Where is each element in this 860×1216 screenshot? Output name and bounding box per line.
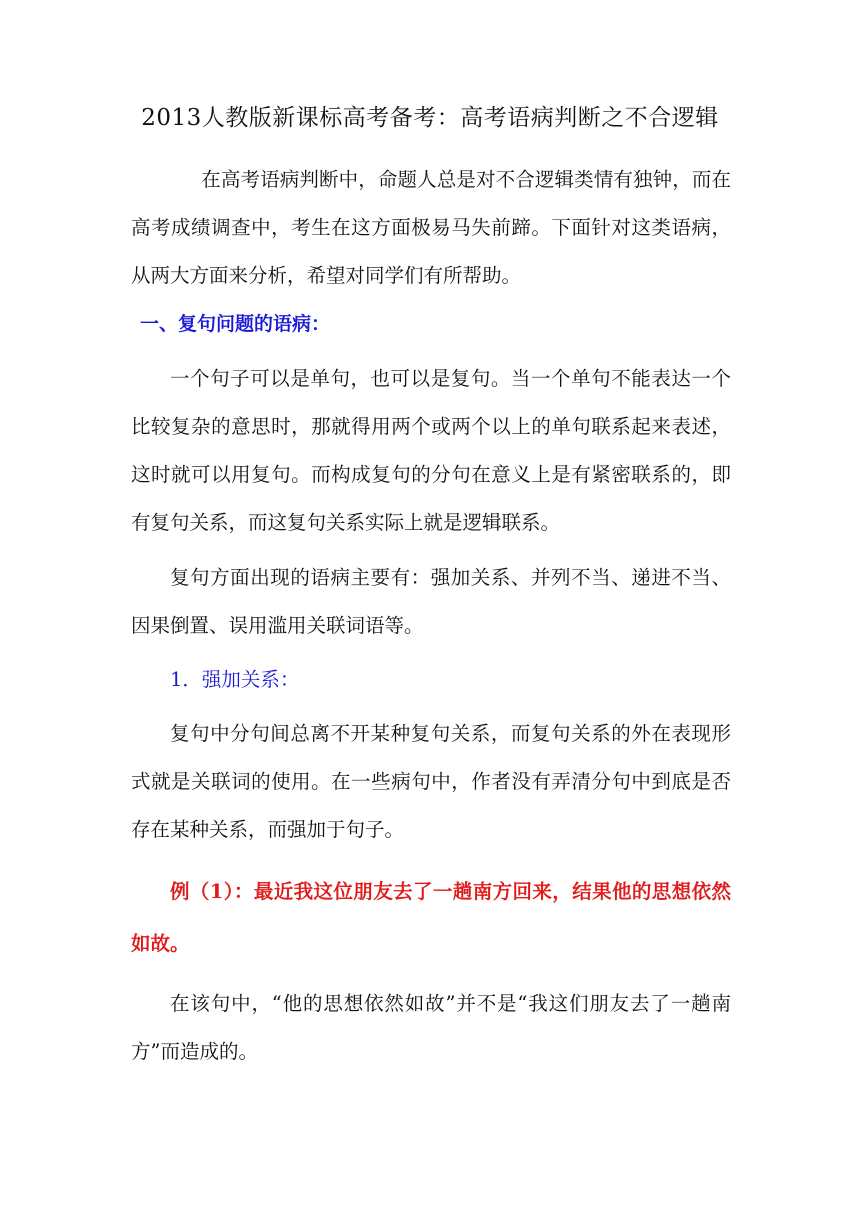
analysis-paragraph: 在该句中，“他的思想依然如故”并不是“我这们朋友去了一趟南方”而造成的。 bbox=[131, 992, 731, 1063]
body-paragraph: 一个句子可以是单句，也可以是复句。当一个单句不能表达一个比较复杂的意思时，那就得用两个或两个以上的单句联系起来表述，这时就可以用复句。而构成复句的分句在意义上是有紧密联系的，即有复句关系，而这复句关系实际上就是逻辑联系。 bbox=[131, 367, 731, 534]
intro-paragraph: 在高考语病判断中，命题人总是对不合逻辑类情有独钟，而在高考成绩调查中，考生在这方面极易马失前蹄。下面针对这类语病，从两大方面来分析，希望对同学们有所帮助。 bbox=[131, 168, 731, 287]
body-paragraph: 复句方面出现的语病主要有：强加关系、并列不当、递进不当、因果倒置、误用滥用关联词语等。 bbox=[131, 566, 731, 637]
section-heading: 一、复句问题的语病： bbox=[140, 313, 331, 335]
subsection-heading: 1．强加关系： bbox=[170, 668, 300, 691]
document-title: 2013人教版新课标高考备考：高考语病判断之不合逻辑 bbox=[141, 105, 719, 131]
body-paragraph: 复句中分句间总离不开某种复句关系，而复句关系的外在表现形式就是关联词的使用。在一些病句中，作者没有弄清分句中到底是否存在某种关系，而强加于句子。 bbox=[131, 722, 731, 841]
example-sentence: 例（1）：最近我这位朋友去了一趟南方回来，结果他的思想依然如故。 bbox=[131, 880, 731, 955]
